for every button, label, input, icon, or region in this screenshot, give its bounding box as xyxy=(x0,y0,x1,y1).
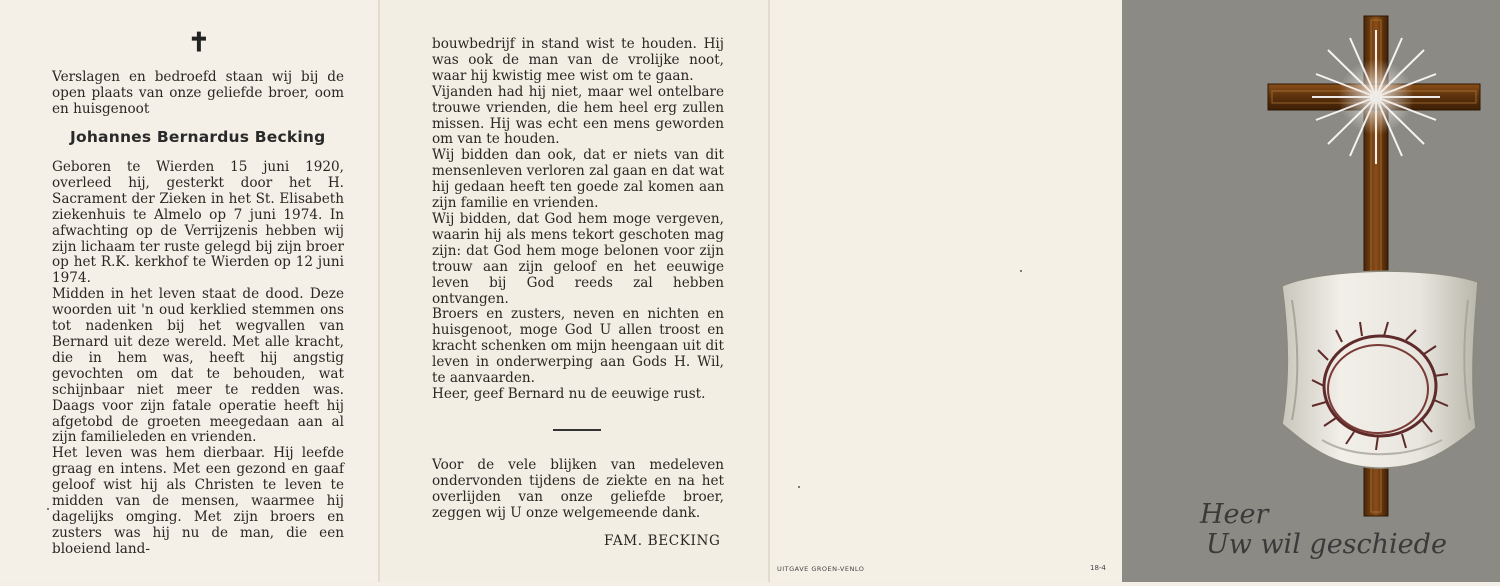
paragraph: Heer, geef Bernard nu de eeuwige rust. xyxy=(432,385,706,402)
biography-text xyxy=(52,160,344,558)
motto-line-2: Uw wil geschiede xyxy=(1206,529,1447,560)
paragraph: Het leven was hem dierbaar. Hij leefde graag en intens. Met een gezond en gaaf geloof wist hij als Christen te leven te midden van de mensen, waarmee hij dagelijks omging. Met zijn broers en zusters was hij nu de man, die een bloeiend land- xyxy=(52,445,344,557)
card-code: 18-4 xyxy=(1090,564,1106,572)
speck xyxy=(798,486,800,488)
continuation-text xyxy=(432,37,724,403)
radiance xyxy=(1312,30,1440,164)
intro-text: Verslagen en bedroefd staan wij bij de open plaats van onze geliefde broer, oom en huisgenoot xyxy=(52,69,344,117)
speck xyxy=(1020,270,1022,272)
cover-illustration xyxy=(1122,0,1500,582)
divider xyxy=(553,429,601,431)
cross-icon: ✝ xyxy=(188,28,210,58)
paragraph: Midden in het leven staat de dood. Deze woorden uit 'n oud kerklied stemmen ons tot nadenken bij het wegvallen van Bernard uit deze wereld. Met alle kracht, die in hem was, heeft hij angstig gevochten om dat te behouden, wat schijnbaar niet meer te redden was. Daags voor zijn fatale operatie heeft hij afgetobd de groeten meegedaan aan al zijn familieleden en vrienden. xyxy=(52,286,344,446)
deceased-name: Johannes Bernardus Becking xyxy=(70,128,326,146)
publisher-imprint: UITGAVE GROEN-VENLO xyxy=(777,565,865,573)
paragraph: Broers en zusters, neven en nichten en huisgenoot, moge God U allen troost en kracht schenken om mijn heengaan uit dit leven in onderwerping aan Gods H. Wil, te aanvaarden. xyxy=(432,306,724,387)
motto-line-1: Heer xyxy=(1200,499,1269,530)
signature: FAM. BECKING xyxy=(604,533,721,549)
speck xyxy=(47,508,49,510)
paragraph: Wij bidden, dat God hem moge vergeven, waarin hij als mens tekort geschoten mag zijn: dat God hem moge belonen voor zijn trouw aan zijn geloof en het eeuwige leven bij God reeds zal hebben ontvangen. xyxy=(432,210,724,307)
paragraph: bouwbedrijf in stand wist te houden. Hij was ook de man van de vrolijke noot, waar hij kwistig mee wist om te gaan. xyxy=(432,36,724,84)
shroud-cloth xyxy=(1282,271,1478,468)
blank-panel xyxy=(770,0,1122,582)
motto xyxy=(1200,500,1447,560)
paragraph: Geboren te Wierden 15 juni 1920, overleed hij, gesterkt door het H. Sacrament der Zieken in het St. Elisabeth ziekenhuis te Almelo op 7 juni 1974. In afwachting op de Verrijzenis hebben wij zijn lichaam ter ruste gelegd bij zijn broer op het R.K. kerkhof te Wierden op 12 juni 1974. xyxy=(52,159,344,287)
thanks-text: Voor de vele blijken van medeleven ondervonden tijdens de ziekte en na het overlijden van onze geliefde broer, zeggen wij U onze welgemeende dank. xyxy=(432,457,724,521)
left-panel xyxy=(0,0,380,582)
paragraph: Vijanden had hij niet, maar wel ontelbare trouwe vrienden, die hem heel erg zullen missen. Hij was echt een mens geworden om van te houden. xyxy=(432,83,724,148)
paragraph: Wij bidden dan ook, dat er niets van dit mensenleven verloren zal gaan en dat wat hij gedaan heeft ten goede zal komen aan zijn familie en vrienden. xyxy=(432,147,724,212)
cover-panel xyxy=(1122,0,1500,582)
